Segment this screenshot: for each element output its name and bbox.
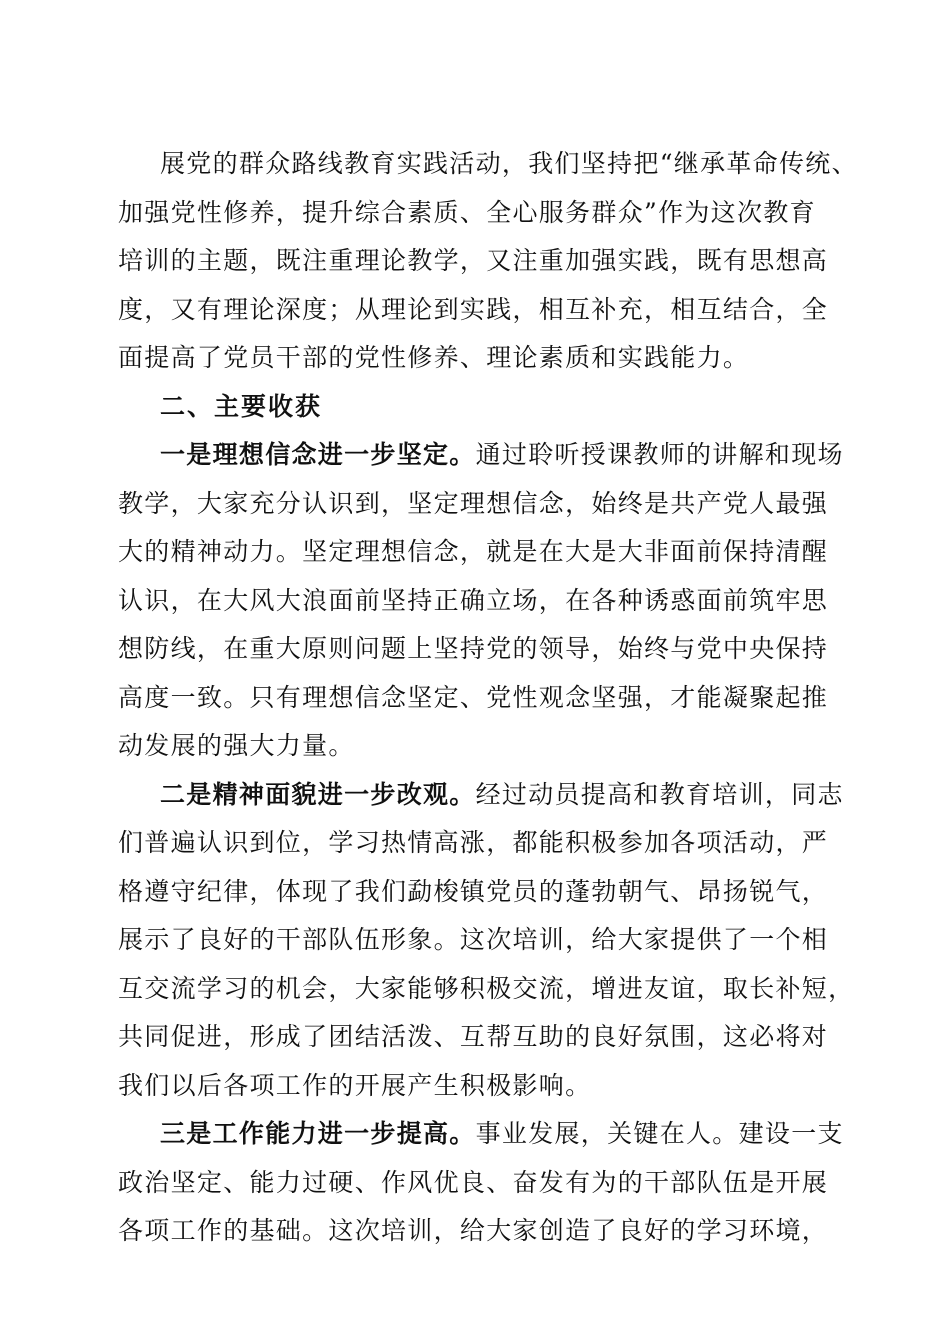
paragraph-ability xyxy=(118,1110,844,1256)
paragraph-spirit xyxy=(118,771,855,1111)
text-line: 政治坚定、能力过硬、作风优良、奋发有为的干部队伍是开展 xyxy=(118,1167,829,1197)
text-line: 们普遍认识到位，学习热情高涨，都能积极参加各项活动，严 xyxy=(118,828,829,857)
text-line: 高度一致。只有理想信念坚定、党性观念坚强，才能凝聚起推 xyxy=(118,682,829,712)
text-line xyxy=(118,771,844,820)
paragraph-intro xyxy=(118,140,858,383)
text-run: 经过动员提高和教育培训，同志 xyxy=(475,779,844,809)
document-body xyxy=(118,140,858,1256)
text-line: 认识，在大风大浪面前坚持正确立场，在各种诱惑面前筑牢思 xyxy=(118,585,829,615)
text-run: 通过聆听授课教师的讲解和现场 xyxy=(475,440,844,469)
text-line: 展示了良好的干部队伍形象。这次培训，给大家提供了一个相 xyxy=(118,925,829,954)
text-line: 面提高了党员干部的党性修养、理论素质和实践能力。 xyxy=(118,343,750,372)
text-line: 我们以后各项工作的开展产生积极影响。 xyxy=(118,1070,592,1100)
text-line: 格遵守纪律，体现了我们勐梭镇党员的蓬勃朝气、昂扬锐气， xyxy=(118,876,829,906)
paragraph-ideals xyxy=(118,431,844,771)
text-line xyxy=(118,431,844,480)
text-line: 想防线，在重大原则问题上坚持党的领导，始终与党中央保持 xyxy=(118,634,829,663)
text-run: 事业发展，关键在人。建设一支 xyxy=(475,1119,844,1148)
paragraph-lead: 一是理想信念进一步坚定。 xyxy=(160,440,476,469)
text-line: 培训的主题，既注重理论教学，又注重加强实践，既有思想高 xyxy=(118,246,829,275)
text-line: 动发展的强大力量。 xyxy=(118,731,355,760)
paragraph-lead: 三是工作能力进一步提高。 xyxy=(160,1119,476,1148)
text-line xyxy=(118,1110,844,1159)
section-heading: 二、主要收获 xyxy=(160,391,323,421)
paragraph-lead: 二是精神面貌进一步改观。 xyxy=(160,779,476,809)
text-line: 大的精神动力。坚定理想信念，就是在大是大非面前保持清醒 xyxy=(118,537,829,566)
text-line: 度，又有理论深度；从理论到实践，相互补充，相互结合，全 xyxy=(118,294,829,324)
text-line: 互交流学习的机会，大家能够积极交流，增进友谊，取长补短， xyxy=(118,973,855,1003)
text-line: 教学，大家充分认识到，坚定理想信念，始终是共产党人最强 xyxy=(118,488,829,518)
text-line: 展党的群众路线教育实践活动，我们坚持把“继承革命传统、 xyxy=(160,149,858,178)
text-line: 共同促进，形成了团结活泼、互帮互助的良好氛围，这必将对 xyxy=(118,1022,829,1051)
text-line: 加强党性修养，提升综合素质、全心服务群众”作为这次教育 xyxy=(118,197,816,227)
text-line: 各项工作的基础。这次培训，给大家创造了良好的学习环境， xyxy=(118,1216,829,1245)
